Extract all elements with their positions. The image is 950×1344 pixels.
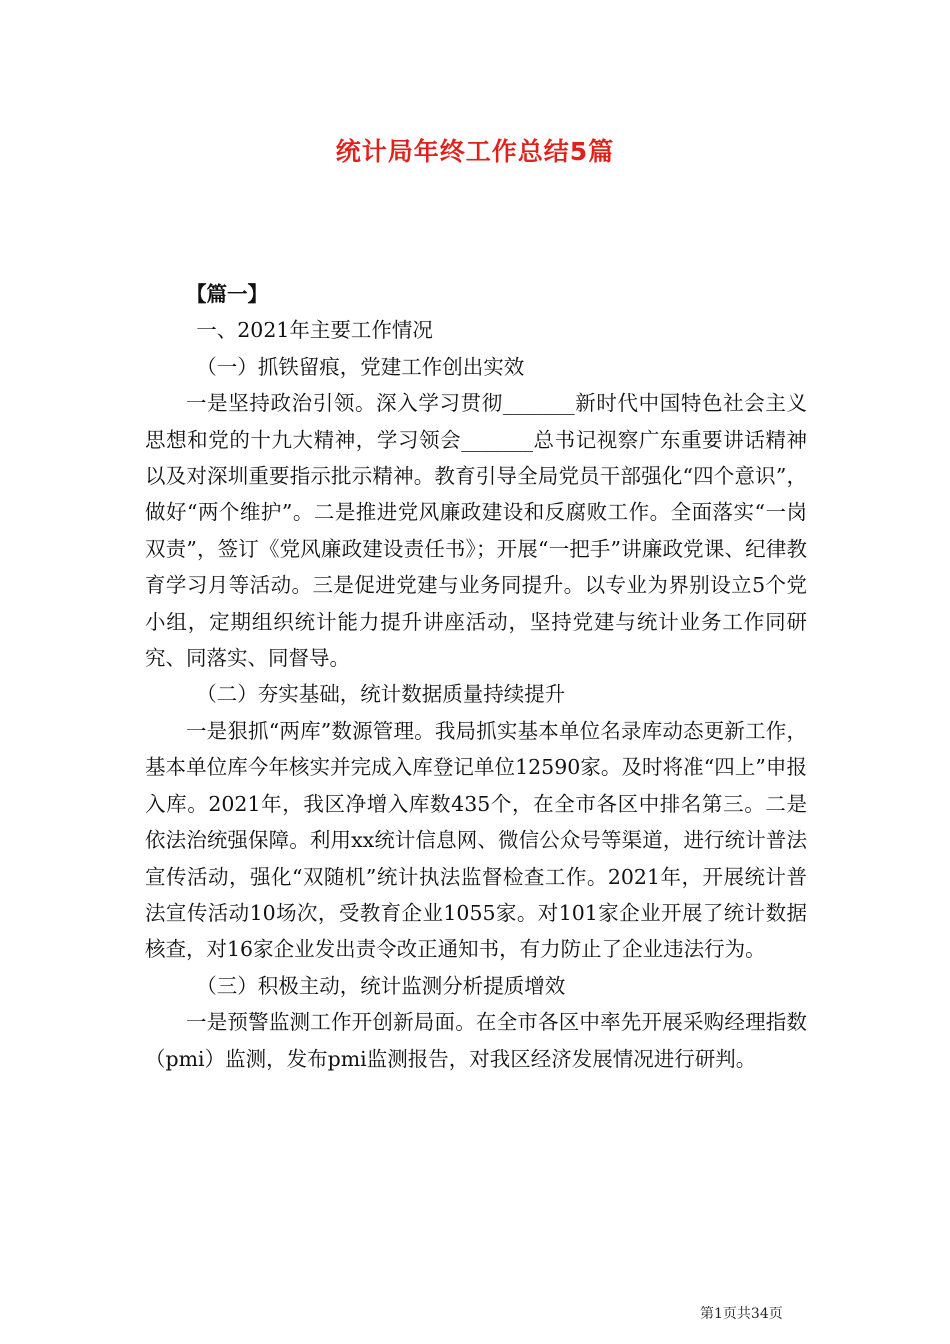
subheading-monitoring: （三）积极主动，统计监测分析提质增效: [196, 973, 566, 998]
paragraph-data-quality: 一是狠抓“两库”数源管理。我局抓实基本单位名录库动态更新工作，基本单位库今年核实并完成入库登记单位12590家。及时将准“四上”申报入库。2021年，我区净增入库数435个，在全市各区中排名第三。二是依法治统强保障。利用xx统计信息网、微信公众号等渠道，进行统计普法宣传活动，强化“双随机”统计执法监督检查工作。2021年，开展统计普法宣传活动10场次，受教育企业1055家。对101家企业开展了统计数据核查，对16家企业发出责令改正通知书，有力防止了企业违法行为。: [145, 718, 807, 962]
page-number: 第1页共34页: [700, 1306, 783, 1322]
heading-main-work: 一、2021年主要工作情况: [196, 318, 433, 343]
paragraph-monitoring: 一是预警监测工作开创新局面。在全市各区中率先开展采购经理指数（pmi）监测，发布pmi监测报告，对我区经济发展情况进行研判。: [145, 1010, 807, 1071]
section-label: 【篇一】: [186, 282, 268, 306]
document-title: 统计局年终工作总结5篇: [335, 137, 615, 166]
subheading-data-quality: （二）夯实基础，统计数据质量持续提升: [196, 682, 566, 707]
document-body: [145, 276, 807, 1077]
subheading-party-building: （一）抓铁留痕，党建工作创出实效: [196, 354, 525, 379]
paragraph-party-building: 一是坚持政治引领。深入学习贯彻_______新时代中国特色社会主义思想和党的十九大精神，学习领会_______总书记视察广东重要讲话精神以及对深圳重要指示批示精神。教育引导全局党员干部强化“四个意识”，做好“两个维护”。二是推进党风廉政建设和反腐败工作。全面落实“一岗双责”，签订《党风廉政建设责任书》；开展“一把手”讲廉政党课、纪律教育学习月等活动。三是促进党建与业务同提升。以专业为界别设立5个党小组，定期组织统计能力提升讲座活动，坚持党建与统计业务工作同研究、同落实、同督导。: [145, 391, 807, 671]
